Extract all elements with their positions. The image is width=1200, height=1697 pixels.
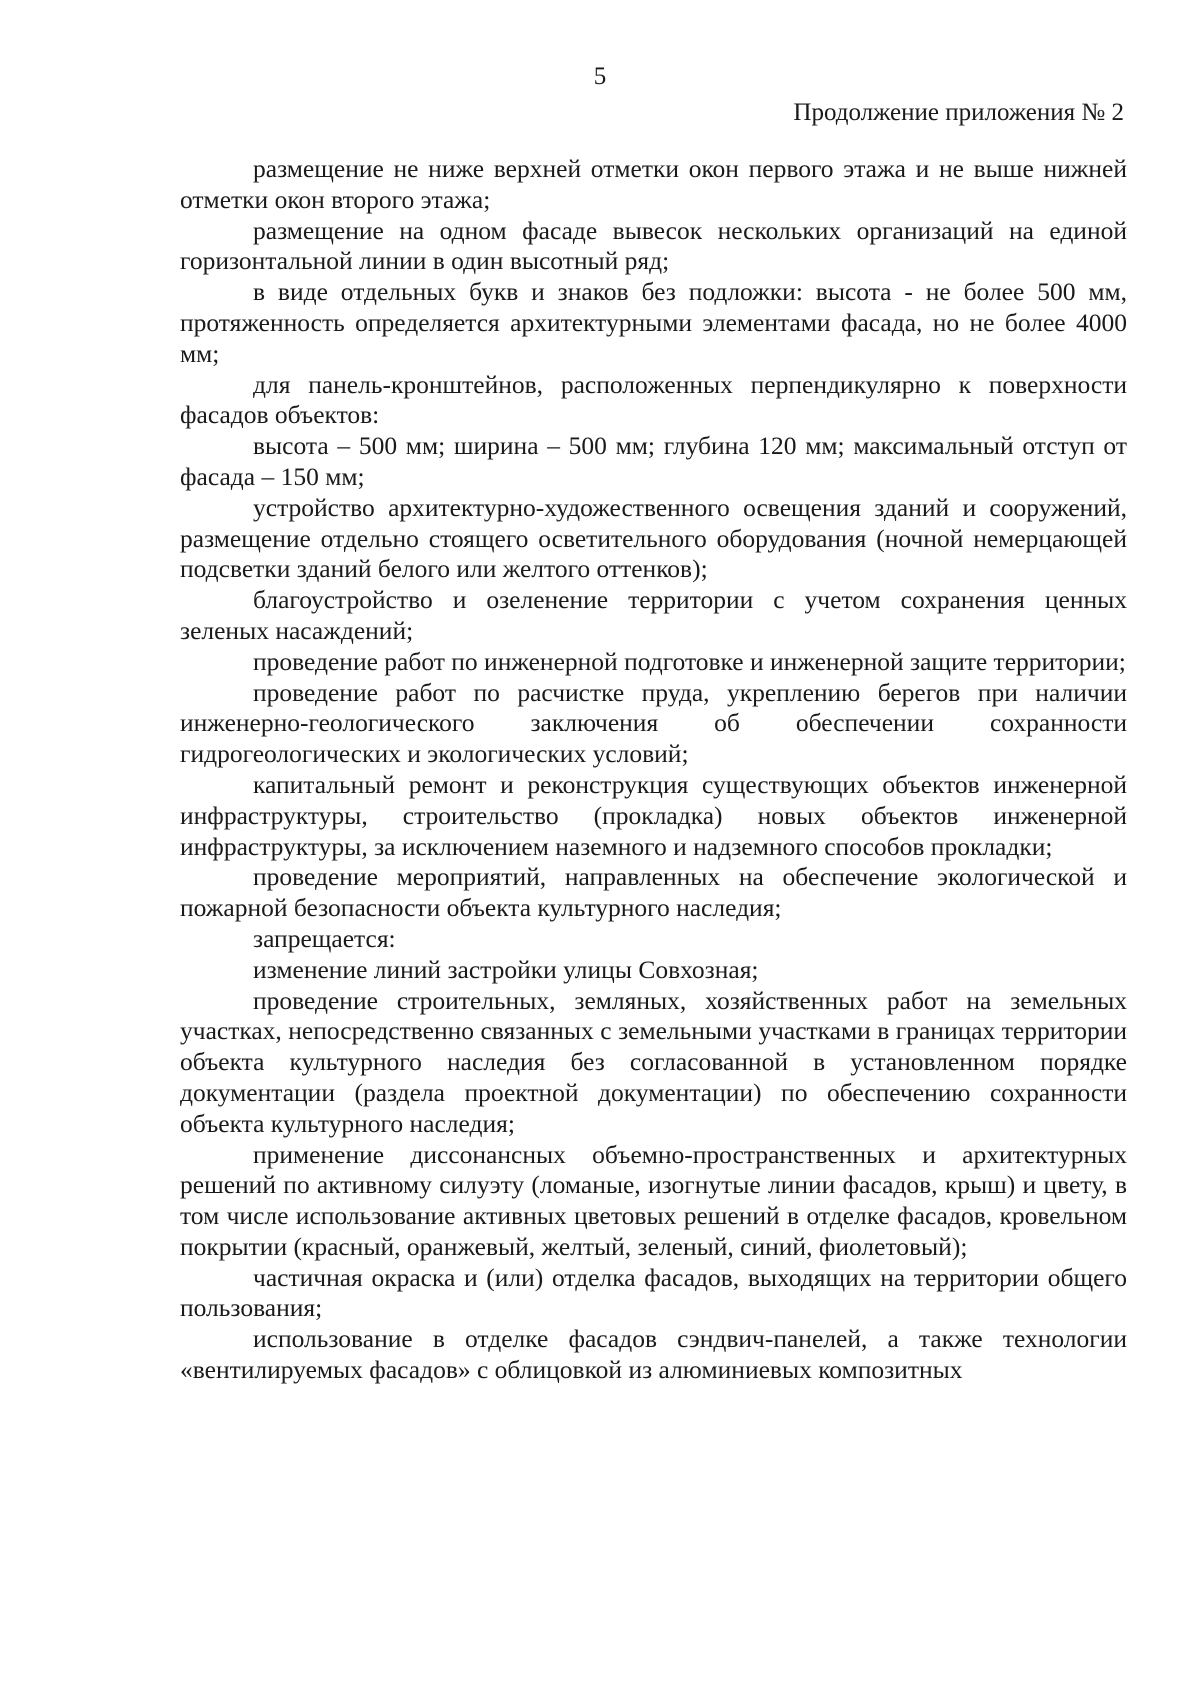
paragraph: запрещается: (253, 923, 396, 953)
paragraph: проведение строительных, земляных, хозяйственных работ на земельных участках, непосредственно связанных с земельными участками в границах территории объекта культурного наследия без согласованной в установленном порядке документации (раздела проектной документации) по обеспечению сохранности объекта культурного наследия; (180, 985, 1127, 1138)
paragraph: в виде отдельных букв и знаков без подложки: высота - не более 500 мм, протяженность определяется архитектурными элементами фасада, но не более 4000 мм; (180, 277, 1127, 368)
paragraph: проведение мероприятий, направленных на обеспечение экологической и пожарной безопасности объекта культурного наследия; (180, 862, 1127, 923)
paragraph: благоустройство и озеленение территории с учетом сохранения ценных зеленых насаждений; (180, 585, 1127, 645)
paragraph: проведение работ по расчистке пруда, укреплению берегов при наличии инженерно-геологического заключения об обеспечении сохранности гидрогеологических и экологических условий; (180, 677, 1127, 769)
paragraph: использование в отделке фасадов сэндвич-панелей, а также технологии «вентилируемых фасадов» с облицовкой из алюминиевых композитных (180, 1324, 1127, 1385)
appendix-continuation-label: Продолжение приложения № 2 (793, 99, 1124, 126)
paragraph: частичная окраска и (или) отделка фасадов, выходящих на территории общего пользования; (180, 1262, 1127, 1323)
paragraph: высота – 500 мм; ширина – 500 мм; глубина 120 мм; максимальный отступ от фасада – 150 мм; (180, 431, 1127, 491)
paragraph: изменение линий застройки улицы Совхозная; (253, 954, 759, 984)
paragraph: применение диссонансных объемно-пространственных и архитектурных решений по активному силуэту (ломаные, изогнутые линии фасадов, крыш) и цвету, в том числе использование активных цветовых решений в отделке фасадов, кровельном покрытии (красный, оранжевый, желтый, зеленый, синий, фиолетовый); (180, 1139, 1127, 1261)
paragraph: устройство архитектурно-художественного освещения зданий и сооружений, размещение отдельно стоящего осветительного оборудования (ночной немерцающей подсветки зданий белого или желтого оттенков); (180, 492, 1127, 584)
paragraph: размещение не ниже верхней отметки окон первого этажа и не выше нижней отметки окон второго этажа; (180, 154, 1127, 214)
paragraph: для панель-кронштейнов, расположенных перпендикулярно к поверхности фасадов объектов: (180, 369, 1127, 430)
paragraph: капитальный ремонт и реконструкция существующих объектов инженерной инфраструктуры, строительство (прокладка) новых объектов инженерной инфраструктуры, за исключением наземного и надземного способов прокладки; (180, 769, 1127, 861)
paragraph: размещение на одном фасаде вывесок нескольких организаций на единой горизонтальной линии в один высотный ряд; (180, 215, 1127, 276)
page-number: 5 (593, 63, 607, 90)
document-body (180, 154, 1127, 1386)
paragraph: проведение работ по инженерной подготовке и инженерной защите территории; (253, 646, 1126, 676)
